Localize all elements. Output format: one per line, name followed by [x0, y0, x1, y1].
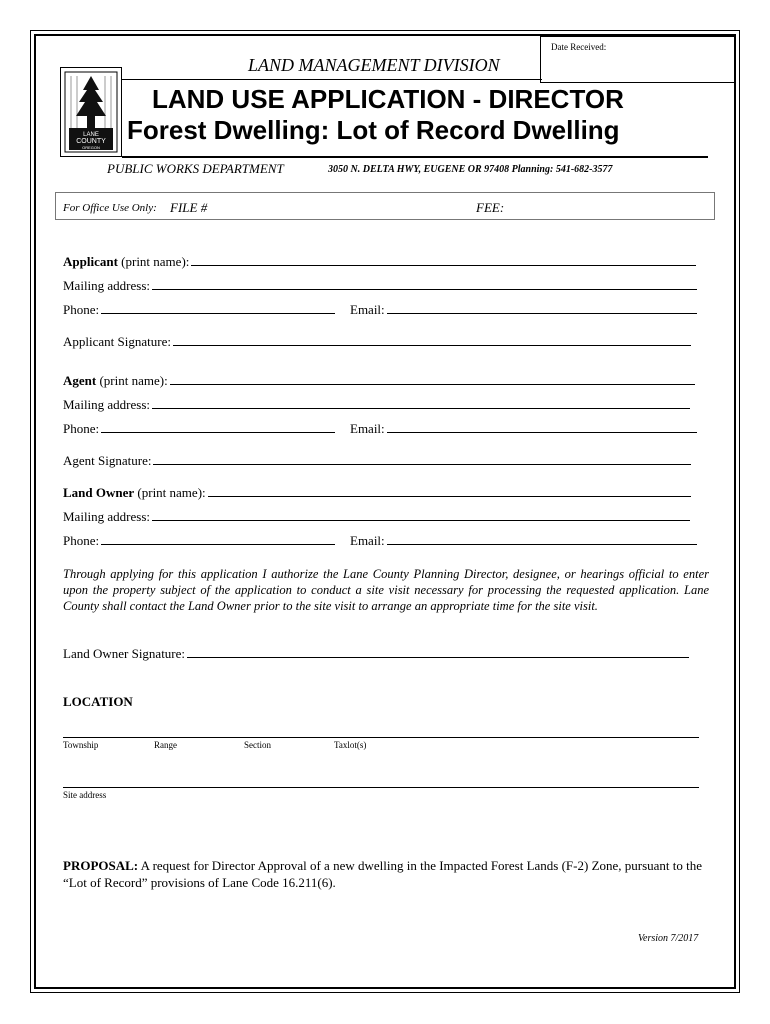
agent-phone-row[interactable]: [63, 421, 335, 437]
applicant-signature-input[interactable]: [173, 334, 691, 346]
agent-phone-input[interactable]: [101, 421, 335, 433]
fee-field[interactable]: FEE:: [476, 200, 505, 215]
applicant-mailing-label: Mailing address:: [63, 278, 151, 293]
agent-signature-input[interactable]: [153, 453, 691, 465]
site-address-label: Site address: [63, 790, 107, 800]
owner-signature-label: Land Owner Signature:: [63, 646, 186, 661]
agent-email-input[interactable]: [387, 421, 697, 433]
location-heading: LOCATION: [63, 694, 133, 709]
applicant-signature-label: Applicant Signature:: [63, 334, 171, 349]
agent-phone-label: Phone:: [63, 421, 100, 436]
location-parcel-line[interactable]: [63, 737, 699, 738]
owner-name-input[interactable]: [208, 485, 691, 497]
title-line-1: LAND USE APPLICATION - DIRECTOR: [152, 84, 624, 114]
owner-email-label: Email:: [350, 533, 385, 548]
tree-icon: [61, 68, 121, 156]
proposal-text: A request for Director Approval of a new dwelling in the Impacted Forest Lands (F-2) Zone, pursuant to the “Lot of Record” provisions of Lane Code 16.211(6).: [63, 858, 703, 890]
agent-email-row[interactable]: [350, 421, 697, 437]
agent-name-input[interactable]: [170, 373, 695, 385]
logo-line-1: LANE: [83, 132, 99, 138]
owner-mailing-row[interactable]: [63, 509, 690, 525]
owner-label: Land Owner: [63, 485, 135, 500]
agent-signature-label: Agent Signature:: [63, 453, 152, 468]
logo-line-2: COUNTY: [76, 138, 106, 145]
agent-mailing-input[interactable]: [152, 397, 690, 409]
owner-phone-input[interactable]: [101, 533, 335, 545]
applicant-name-suffix: (print name):: [117, 254, 190, 269]
owner-email-row[interactable]: [350, 533, 697, 549]
office-use-label: For Office Use Only:: [63, 202, 157, 214]
applicant-label: Applicant: [63, 254, 118, 269]
proposal-label: PROPOSAL:: [63, 858, 139, 873]
agent-name-suffix: (print name):: [96, 373, 168, 388]
applicant-mailing-row[interactable]: [63, 278, 697, 294]
version-label: Version 7/2017: [638, 933, 699, 944]
owner-phone-row[interactable]: [63, 533, 335, 549]
owner-mailing-label: Mailing address:: [63, 509, 151, 524]
applicant-signature-row[interactable]: [63, 334, 691, 350]
date-received-box[interactable]: [540, 36, 736, 83]
owner-phone-label: Phone:: [63, 533, 100, 548]
applicant-name-input[interactable]: [191, 254, 696, 266]
applicant-email-row[interactable]: [350, 302, 697, 318]
header-rule: [122, 156, 708, 158]
owner-signature-row[interactable]: [63, 646, 689, 662]
applicant-name-row[interactable]: [63, 254, 696, 270]
agent-label: Agent: [63, 373, 97, 388]
owner-email-input[interactable]: [387, 533, 697, 545]
lane-county-logo: [60, 67, 122, 157]
division-rule: [122, 79, 542, 80]
applicant-email-input[interactable]: [387, 302, 697, 314]
applicant-phone-label: Phone:: [63, 302, 100, 317]
owner-name-suffix: (print name):: [134, 485, 206, 500]
proposal-paragraph: [63, 857, 703, 891]
applicant-mailing-input[interactable]: [152, 278, 697, 290]
applicant-email-label: Email:: [350, 302, 385, 317]
agent-mailing-row[interactable]: [63, 397, 690, 413]
owner-mailing-input[interactable]: [152, 509, 690, 521]
file-number-field[interactable]: FILE #: [170, 200, 208, 215]
applicant-phone-row[interactable]: [63, 302, 335, 318]
range-label: Range: [154, 740, 177, 750]
site-address-line[interactable]: [63, 787, 699, 788]
applicant-phone-input[interactable]: [101, 302, 335, 314]
agent-email-label: Email:: [350, 421, 385, 436]
date-received-label: Date Received:: [551, 42, 607, 52]
owner-name-row[interactable]: [63, 485, 691, 501]
department-address: 3050 N. DELTA HWY, EUGENE OR 97408 Planning: 541-682-3577: [328, 164, 613, 175]
title-line-2: Forest Dwelling: Lot of Record Dwelling: [127, 115, 620, 145]
owner-signature-input[interactable]: [187, 646, 689, 658]
authorization-paragraph: Through applying for this application I authorize the Lane County Planning Director, designee, or hearings official to enter upon the property subject of the application to conduct a site visit necessary for processing the requested application. Lane County shall contact the Land Owner prior to the site visit to arrange an appropriate time for the site visit.: [63, 567, 709, 613]
department-name: PUBLIC WORKS DEPARTMENT: [107, 161, 284, 176]
agent-mailing-label: Mailing address:: [63, 397, 151, 412]
agent-name-row[interactable]: [63, 373, 695, 389]
township-label: Township: [63, 740, 99, 750]
logo-line-3: OREGON: [82, 145, 100, 150]
section-label: Section: [244, 740, 271, 750]
taxlot-label: Taxlot(s): [334, 740, 367, 750]
agent-signature-row[interactable]: [63, 453, 691, 469]
division-title: LAND MANAGEMENT DIVISION: [248, 55, 500, 75]
